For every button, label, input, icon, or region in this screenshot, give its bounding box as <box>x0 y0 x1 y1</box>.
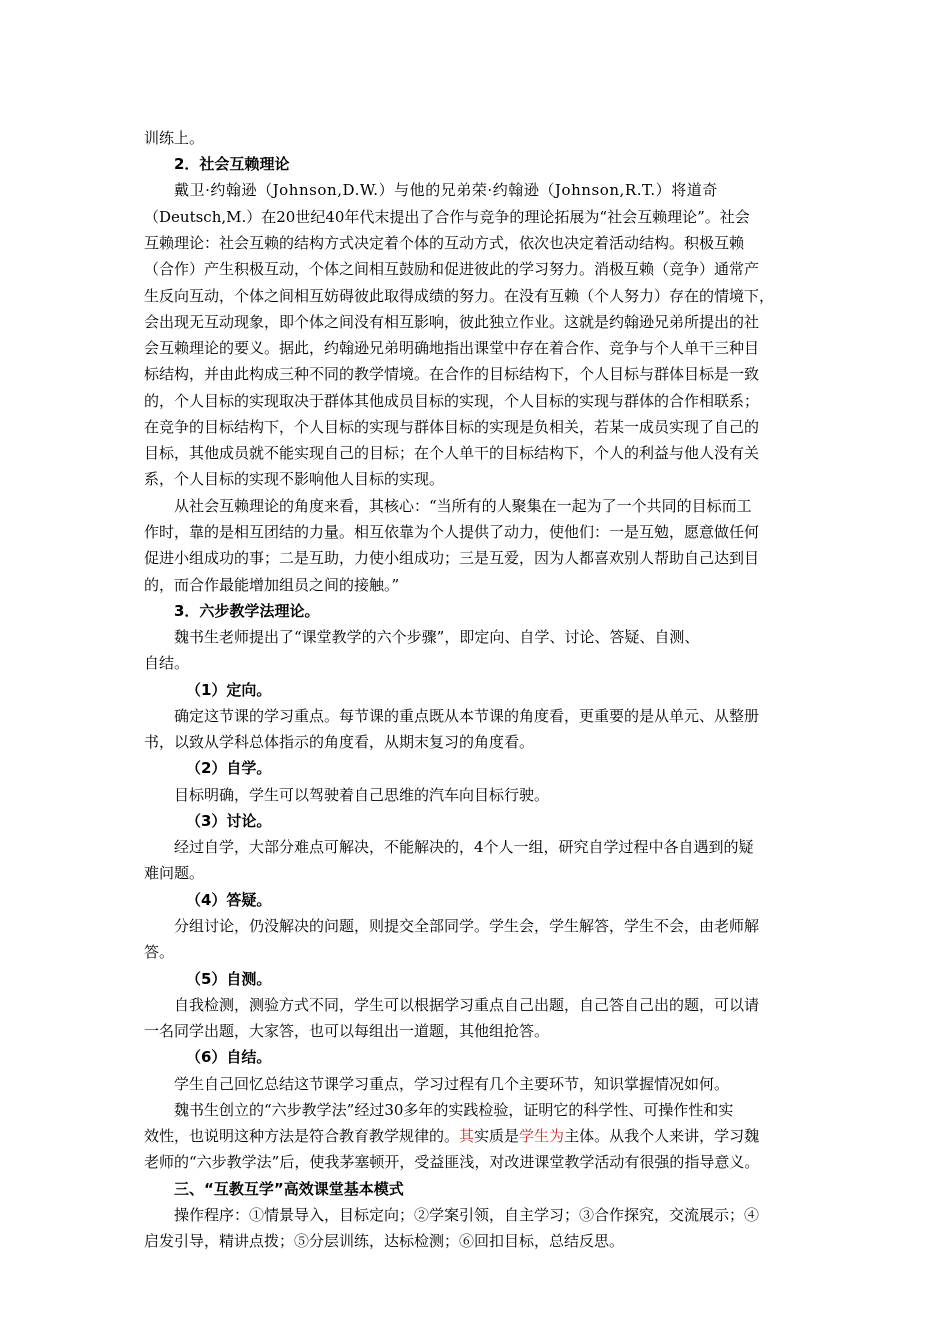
paragraph-line: 从社会互赖理论的角度来看，其核心：“当所有的人聚集在一起为了一个共同的目标而工 <box>174 497 752 515</box>
section-heading: 三、“互教互学”高效课堂基本模式 <box>174 1180 404 1198</box>
paragraph-line: 训练上。 <box>144 129 205 147</box>
section-heading: 2．社会互赖理论 <box>174 155 290 173</box>
paragraph-line: 标结构，并由此构成三种不同的教学情境。在合作的目标结构下，个人目标与群体目标是一致 <box>144 365 760 383</box>
paragraph-line: 作时，靠的是相互团结的力量。相互依靠为个人提供了动力，使他们：一是互勉，愿意做任何 <box>144 523 760 541</box>
highlighted-text: 学生为 <box>519 1127 565 1145</box>
paragraph-line: 会出现无互动现象，即个体之间没有相互影响，彼此独立作业。这就是约翰逊兄弟所提出的社 <box>144 313 760 331</box>
paragraph-line: 魏书生创立的“六步教学法”经过30多年的实践检验，证明它的科学性、可操作性和实 <box>174 1101 734 1119</box>
paragraph-line: 系，个人目标的实现不影响他人目标的实现。 <box>144 470 445 488</box>
text-segment: 主体。从我个人来讲，学习魏 <box>564 1127 760 1145</box>
text-segment: 效性，也说明这种方法是符合教育教学规律的。 <box>144 1127 460 1145</box>
paragraph-line: 答。 <box>144 943 175 961</box>
paragraph-line: 经过自学，大部分难点可解决，不能解决的，4个人一组，研究自学过程中各自遇到的疑 <box>174 838 754 856</box>
paragraph-line: 自结。 <box>144 654 190 672</box>
paragraph-line: 的，而合作最能增加组员之间的接触。” <box>144 576 400 594</box>
paragraph-line: 生反向互动，个体之间相互妨碍彼此取得成绩的努力。在没有互赖（个人努力）存在的情境下， <box>144 287 775 305</box>
step-heading: （6）自结。 <box>186 1048 272 1066</box>
paragraph-line: （合作）产生积极互动，个体之间相互鼓励和促进彼此的学习努力。消极互赖（竞争）通常产 <box>144 260 760 278</box>
paragraph-line: 戴卫·约翰逊（Johnson,D.W.）与他的兄弟荣·约翰逊（Johnson,R.T.）将道奇 <box>174 181 718 199</box>
paragraph-line: 老师的“六步教学法”后，使我茅塞顿开，受益匪浅，对改进课堂教学活动有很强的指导意义。 <box>144 1153 760 1171</box>
paragraph-line: 确定这节课的学习重点。每节课的重点既从本节课的角度看，更重要的是从单元、从整册 <box>174 707 760 725</box>
paragraph-line: 在竞争的目标结构下，个人目标的实现与群体目标的实现是负相关，若某一成员实现了自己的 <box>144 418 760 436</box>
step-heading: （1）定向。 <box>186 681 272 699</box>
section-heading: 3．六步教学法理论。 <box>174 602 320 620</box>
paragraph-line: 操作程序：①情景导入，目标定向；②学案引领，自主学习；③合作探究，交流展示；④ <box>174 1206 760 1224</box>
paragraph-line: 启发引导，精讲点拨；⑤分层训练，达标检测；⑥回扣目标，总结反思。 <box>144 1232 625 1250</box>
step-heading: （2）自学。 <box>186 759 272 777</box>
step-heading: （3）讨论。 <box>186 812 272 830</box>
paragraph-line: 互赖理论：社会互赖的结构方式决定着个体的互动方式，依次也决定着活动结构。积极互赖 <box>144 234 745 252</box>
paragraph-line-with-highlight <box>144 1126 759 1146</box>
paragraph-line: 促进小组成功的事；二是互助，力使小组成功；三是互爱，因为人都喜欢别人帮助自己达到目 <box>144 549 760 567</box>
paragraph-line: （Deutsch,M.）在20世纪40年代末提出了合作与竞争的理论拓展为“社会互赖理论”。社会 <box>144 208 750 226</box>
paragraph-line: 目标，其他成员就不能实现自己的目标；在个人单干的目标结构下，个人的利益与他人没有关 <box>144 444 760 462</box>
paragraph-line: 一名同学出题，大家答，也可以每组出一道题，其他组抢答。 <box>144 1022 550 1040</box>
paragraph-line: 难问题。 <box>144 864 205 882</box>
paragraph-line: 自我检测，测验方式不同，学生可以根据学习重点自己出题，自己答自己出的题，可以请 <box>174 996 760 1014</box>
paragraph-line: 分组讨论，仍没解决的问题，则提交全部同学。学生会，学生解答，学生不会，由老师解 <box>174 917 760 935</box>
step-heading: （5）自测。 <box>186 970 272 988</box>
highlighted-text: 其 <box>459 1127 475 1145</box>
paragraph-line: 魏书生老师提出了“课堂教学的六个步骤”，即定向、自学、讨论、答疑、自测、 <box>174 628 700 646</box>
paragraph-line: 目标明确，学生可以驾驶着自己思维的汽车向目标行驶。 <box>174 786 550 804</box>
paragraph-line: 会互赖理论的要义。据此，约翰逊兄弟明确地指出课堂中存在着合作、竞争与个人单干三种目 <box>144 339 760 357</box>
paragraph-line: 的，个人目标的实现取决于群体其他成员目标的实现，个人目标的实现与群体的合作相联系； <box>144 392 760 410</box>
paragraph-line: 书，以致从学科总体指示的角度看，从期末复习的角度看。 <box>144 733 535 751</box>
text-segment: 实质是 <box>474 1127 520 1145</box>
paragraph-line: 学生自己回忆总结这节课学习重点，学习过程有几个主要环节，知识掌握情况如何。 <box>174 1075 730 1093</box>
step-heading: （4）答疑。 <box>186 891 272 909</box>
